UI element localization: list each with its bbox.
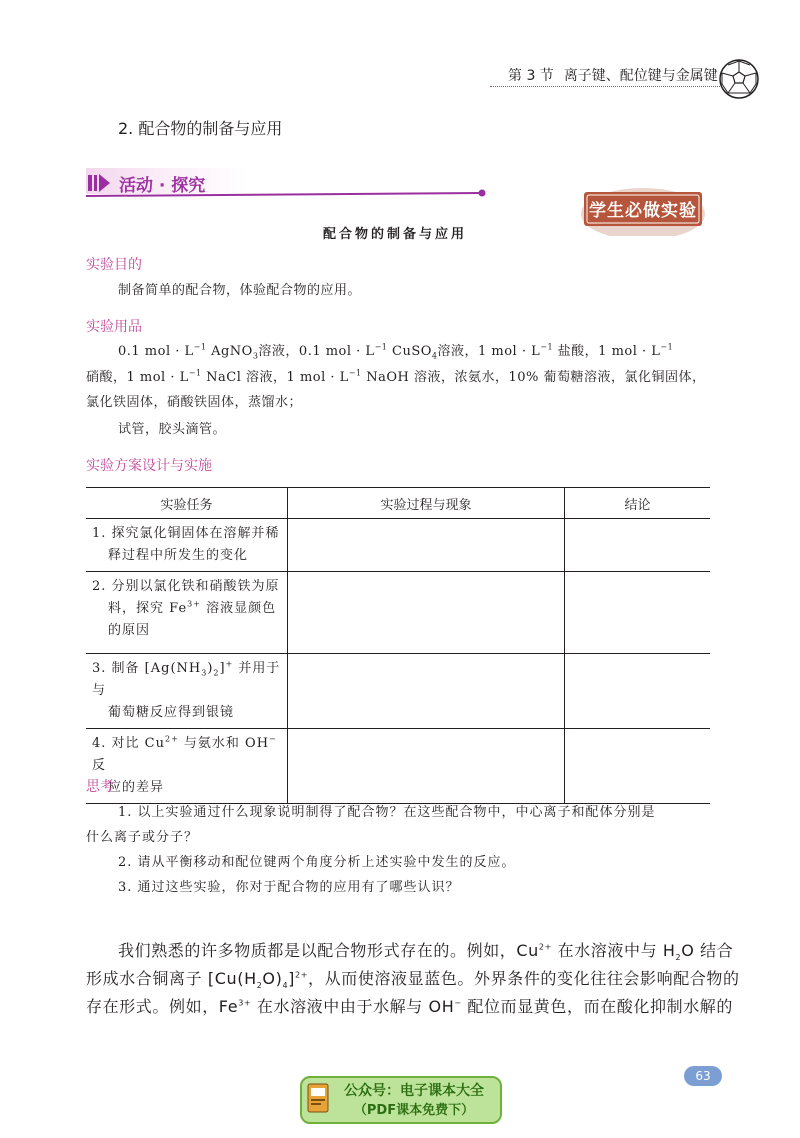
table-row xyxy=(86,572,710,654)
conclusion-cell xyxy=(565,519,711,572)
watermark-line-1: 公众号：电子课本大全 xyxy=(344,1083,484,1099)
table-header-row xyxy=(86,488,710,519)
conclusion-cell xyxy=(565,729,711,804)
experiment-table xyxy=(86,487,710,804)
page-number-badge: 63 xyxy=(684,1066,722,1086)
experiment-title: 配合物的制备与应用 xyxy=(323,227,468,242)
think-question-1-cont: 什么离子或分子？ xyxy=(86,830,199,845)
header-divider xyxy=(490,86,722,87)
think-question-2: 2. 请从平衡移动和配位键两个角度分析上述实验中发生的反应。 xyxy=(118,855,516,870)
conclusion-cell xyxy=(565,572,711,654)
body-paragraph-line-2: 形成水合铜离子 $[Cu(H_2O)_4]^{2+}$，从而使溶液显蓝色。外界条件的变化往往会影响配合物的 xyxy=(86,969,740,991)
stamp-label: 学生必做实验 xyxy=(589,201,697,221)
think-question-3: 3. 通过这些实验，你对于配合物的应用有了哪些认识？ xyxy=(118,880,460,895)
materials-line-2: 硝酸，1 mol · $L^{-1}$ NaCl 溶液，1 mol · $L^{-1}$ NaOH 溶液，浓氨水，10% 葡萄糖溶液，氯化铜固体， xyxy=(86,368,706,385)
process-cell xyxy=(288,519,565,572)
materials-heading: 实验用品 xyxy=(86,319,142,335)
purpose-heading: 实验目的 xyxy=(86,257,142,273)
table-row xyxy=(86,654,710,729)
running-header xyxy=(508,65,718,85)
table-row xyxy=(86,519,710,572)
header-section: 第 3 节 xyxy=(508,68,554,84)
think-heading: 思考 xyxy=(86,779,114,795)
table-row xyxy=(86,729,710,804)
task-cell: 3. 制备 $[Ag(NH_3)_2]^+$ 并用于与 葡萄糖反应得到银镜 xyxy=(86,654,288,729)
purpose-text: 制备简单的配合物，体验配合物的应用。 xyxy=(118,283,362,298)
football-molecule-icon xyxy=(718,58,760,100)
think-question-1: 1. 以上实验通过什么现象说明制得了配合物？在这些配合物中，中心离子和配体分别是 xyxy=(118,805,656,820)
materials-line-3: 氯化铁固体，硝酸铁固体，蒸馏水； xyxy=(86,395,303,410)
body-paragraph-line-1: 我们熟悉的许多物质都是以配合物形式存在的。例如，$Cu^{2+}$ 在水溶液中与 $H_2O$ 结合 xyxy=(118,941,734,963)
watermark-line-2: （PDF课本免费下） xyxy=(353,1103,475,1118)
task-cell: 1. 探究氯化铜固体在溶解并稀 释过程中所发生的变化 xyxy=(86,519,288,572)
task-cell: 2. 分别以氯化铁和硝酸铁为原 料，探究 $Fe^{3+}$ 溶液显颜色 的原因 xyxy=(86,572,288,654)
process-cell xyxy=(288,654,565,729)
design-heading: 实验方案设计与实施 xyxy=(86,458,212,474)
header-chapter-title: 离子键、配位键与金属键 xyxy=(563,68,718,84)
column-header-process: 实验过程与现象 xyxy=(288,488,565,519)
materials-line-1: 0.1 mol · $L^{-1}$ AgNO$_3$溶液，0.1 mol · $L^{-1}$ CuSO$_4$溶液，1 mol · $L^{-1}$ 盐酸，1 mol · $L^{-1}$ xyxy=(118,342,674,361)
conclusion-cell xyxy=(565,654,711,729)
task-cell: 4. 对比 $Cu^{2+}$ 与氨水和 OH− 反 应的差异 xyxy=(86,729,288,804)
process-cell xyxy=(288,572,565,654)
process-cell xyxy=(288,729,565,804)
body-paragraph-line-3: 存在形式。例如，$Fe^{3+}$ 在水溶液中由于水解与 OH− 配位而显黄色，而在酸化抑制水解的 xyxy=(86,997,733,1016)
column-header-conclusion: 结论 xyxy=(565,488,711,519)
activity-label: 活动 · 探究 xyxy=(119,176,206,196)
book-icon xyxy=(306,1080,332,1116)
column-header-task: 实验任务 xyxy=(86,488,288,519)
materials-line-4: 试管，胶头滴管。 xyxy=(118,422,227,437)
section-title: 2. 配合物的制备与应用 xyxy=(118,119,283,138)
